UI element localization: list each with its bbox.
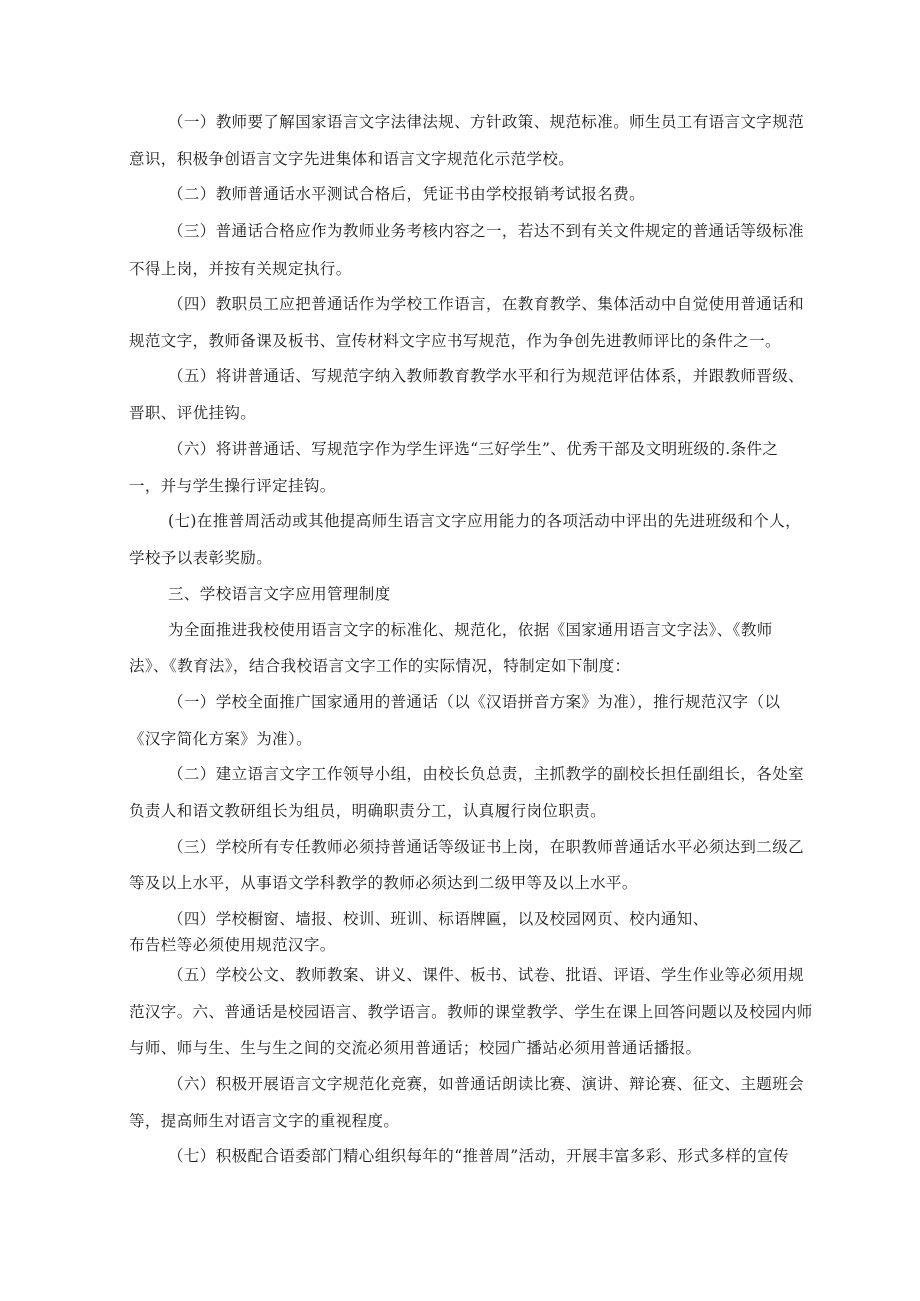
text-line: 意识，积极争创语言文字先进集体和语言文字规范化示范学校。 bbox=[129, 150, 575, 168]
text-line: （四）学校橱窗、墙报、校训、班训、标语牌匾，以及校园网页、校内通知、 bbox=[168, 910, 709, 928]
text-line: 不得上岗，并按有关规定执行。 bbox=[129, 260, 352, 278]
text-line: （六）将讲普通话、写规范字作为学生评选“三好学生”、优秀干部及文明班级的.条件之 bbox=[168, 440, 779, 458]
text-line: （六）积极开展语言文字规范化竞赛，如普通话朗读比赛、演讲、辩论赛、征文、主题班会 bbox=[168, 1075, 805, 1093]
text-line: 负责人和语文教研组长为组员，明确职责分工，认真履行岗位职责。 bbox=[129, 802, 607, 820]
text-line: 学校予以表彰奖励。 bbox=[129, 549, 273, 567]
text-line: 《汉字简化方案》为准）。 bbox=[129, 730, 313, 748]
text-line: 布告栏等必须使用规范汉字。 bbox=[129, 936, 336, 954]
text-line: 晋职、评优挂钩。 bbox=[129, 404, 257, 422]
text-line: （五）学校公文、教师教案、讲义、课件、板书、试卷、批语、评语、学生作业等必须用规 bbox=[168, 966, 805, 984]
section-heading: 三、学校语言文字应用管理制度 bbox=[168, 585, 391, 603]
text-line: 等及以上水平，从事语文学科教学的教师必须达到二级甲等及以上水平。 bbox=[129, 874, 638, 892]
text-line: 等，提高师生对语言文字的重视程度。 bbox=[129, 1112, 400, 1130]
text-line: 与师、师与生、生与生之间的交流必须用普通话；校园广播站必须用普通话播报。 bbox=[129, 1039, 702, 1057]
text-line: （一）学校全面推广国家通用的普通话（以《汉语拼音方案》为准），推行规范汉字（以 bbox=[168, 693, 781, 711]
text-line: 规范文字，教师备课及板书、宣传材料文字应书写规范，作为争创先进教师评比的条件之一。 bbox=[129, 332, 781, 350]
text-line: （三）学校所有专任教师必须持普通话等级证书上岗，在职教师普通话水平必须达到二级乙 bbox=[168, 838, 805, 856]
text-line: 为全面推进我校使用语言文字的标准化、规范化，依据《国家通用语言文字法》、《教师 bbox=[168, 621, 773, 639]
text-line: （三）普通话合格应作为教师业务考核内容之一，若达不到有关文件规定的普通话等级标准 bbox=[168, 222, 805, 240]
text-line: （五）将讲普通话、写规范字纳入教师教育教学水平和行为规范评估体系，并跟教师晋级、 bbox=[168, 367, 805, 385]
text-line: (七)在推普周活动或其他提高师生语言文字应用能力的各项活动中评出的先进班级和个人， bbox=[168, 512, 801, 530]
text-line: （一）教师要了解国家语言文字法律法规、方针政策、规范标准。师生员工有语言文字规范 bbox=[168, 113, 805, 131]
text-line: （七）积极配合语委部门精心组织每年的“推普周”活动，开展丰富多彩、形式多样的宣传 bbox=[168, 1147, 789, 1165]
text-line: 范汉字。六、普通话是校园语言、教学语言。教师的课堂教学、学生在课上回答问题以及校园内师 bbox=[129, 1003, 813, 1021]
text-line: 法》、《教育法》，结合我校语言文字工作的实际情况，特制定如下制度： bbox=[129, 657, 631, 675]
text-line: 一，并与学生操行评定挂钩。 bbox=[129, 477, 336, 495]
text-line: （二）建立语言文字工作领导小组，由校长负总责，主抓教学的副校长担任副组长，各处室 bbox=[168, 765, 805, 783]
text-line: （四）教职员工应把普通话作为学校工作语言，在教育教学、集体活动中自觉使用普通话和 bbox=[168, 295, 805, 313]
text-line: （二）教师普通话水平测试合格后，凭证书由学校报销考试报名费。 bbox=[168, 185, 646, 203]
